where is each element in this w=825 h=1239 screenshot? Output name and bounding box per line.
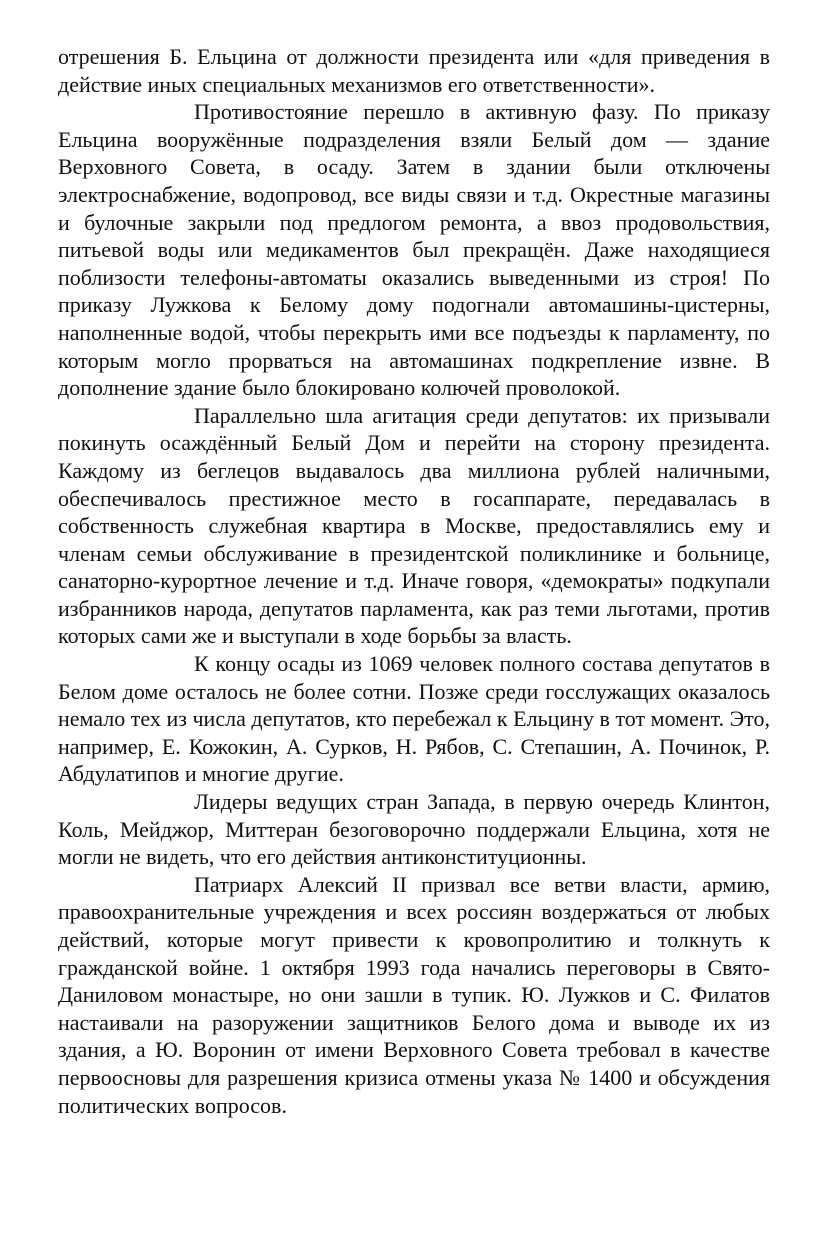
paragraph-3: Параллельно шла агитация среди депутатов: их призывали покинуть осаждённый Белый Дом и перейти на сторону президента. Каждому из беглецов выдавалось два миллиона рублей наличными, обеспечивалось престижное место в госаппарате, передавалась в собственность служебная квартира в Москве, предоставлялись ему и членам семьи обслуживание в президентской поликлинике и больнице, санаторно-курортное лечение и т.д. Иначе говоря, «демократы» подкупали избранников народа, депутатов парламента, как раз теми льготами, против которых сами же и выступали в ходе борьбы за власть. [58,402,770,649]
document-page [58,43,770,1119]
paragraph-1: отрешения Б. Ельцина от должности президента или «для приведения в действие иных специальных механизмов его ответственности». [58,44,770,97]
paragraph-4: К концу осады из 1069 человек полного состава депутатов в Белом доме осталось не более сотни. Позже среди госслужащих оказалось немало тех из числа депутатов, кто перебежал к Ельцину в тот момент. Это, например, Е. Кожокин, А. Сурков, Н. Рябов, С. Степашин, А. Починок, Р. Абдулатипов и многие другие. [58,651,770,787]
paragraph-2: Противостояние перешло в активную фазу. По приказу Ельцина вооружённые подразделения взяли Белый дом — здание Верховного Совета, в осаду. Затем в здании были отключены электроснабжение, водопровод, все виды связи и т.д. Окрестные магазины и булочные закрыли под предлогом ремонта, а ввоз продовольствия, питьевой воды или медикаментов был прекращён. Даже находящиеся поблизости телефоны-автоматы оказались выведенными из строя! По приказу Лужкова к Белому дому подогнали автомашины-цистерны, наполненные водой, чтобы перекрыть ими все подъезды к парламенту, по которым могло прорваться на автомашинах подкрепление извне. В дополнение здание было блокировано колючей проволокой. [58,99,770,401]
paragraph-6: Патриарх Алексий II призвал все ветви власти, армию, правоохранительные учреждения и всех россиян воздержаться от любых действий, которые могут привести к кровопролитию и толкнуть к гражданской войне. 1 октября 1993 года начались переговоры в Свято-Даниловом монастыре, но они зашли в тупик. Ю. Лужков и С. Филатов настаивали на разоружении защитников Белого дома и выводе их из здания, а Ю. Воронин от имени Верховного Совета требовал в качестве первоосновы для разрешения кризиса отмены указа № 1400 и обсуждения политических вопросов. [58,871,770,1118]
paragraph-5: Лидеры ведущих стран Запада, в первую очередь Клинтон, Коль, Мейджор, Миттеран безоговорочно поддержали Ельцина, хотя не могли не видеть, что его действия антиконституционны. [58,789,770,870]
